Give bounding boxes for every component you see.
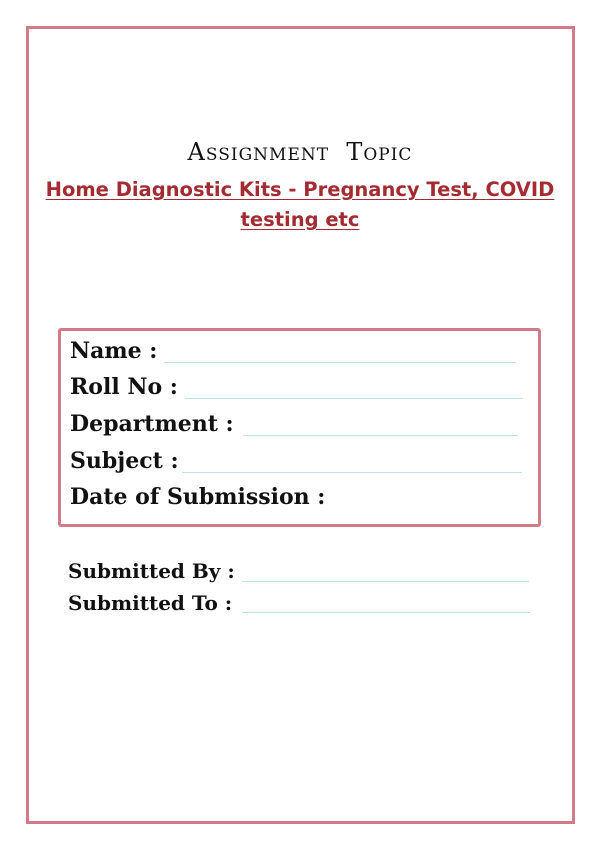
name-blank-line[interactable] (164, 362, 516, 363)
submitted-by-label: Submitted By : (68, 559, 235, 583)
roll-no-blank-line[interactable] (185, 398, 523, 399)
topic-title: Home Diagnostic Kits - Pregnancy Test, COVID testing etc (45, 178, 555, 231)
name-label: Name : (70, 338, 158, 364)
department-blank-line[interactable] (243, 435, 518, 436)
submitted-by-blank-line[interactable] (242, 581, 529, 582)
department-label: Department : (70, 411, 234, 437)
submitted-to-blank-line[interactable] (242, 612, 530, 613)
date-of-submission-label: Date of Submission : (70, 484, 326, 510)
roll-no-label: Roll No : (70, 374, 178, 400)
submitted-to-label: Submitted To : (68, 591, 233, 615)
assignment-topic-heading: Assignment Topic (187, 138, 413, 166)
subject-label: Subject : (70, 448, 179, 474)
subject-blank-line[interactable] (182, 472, 522, 473)
